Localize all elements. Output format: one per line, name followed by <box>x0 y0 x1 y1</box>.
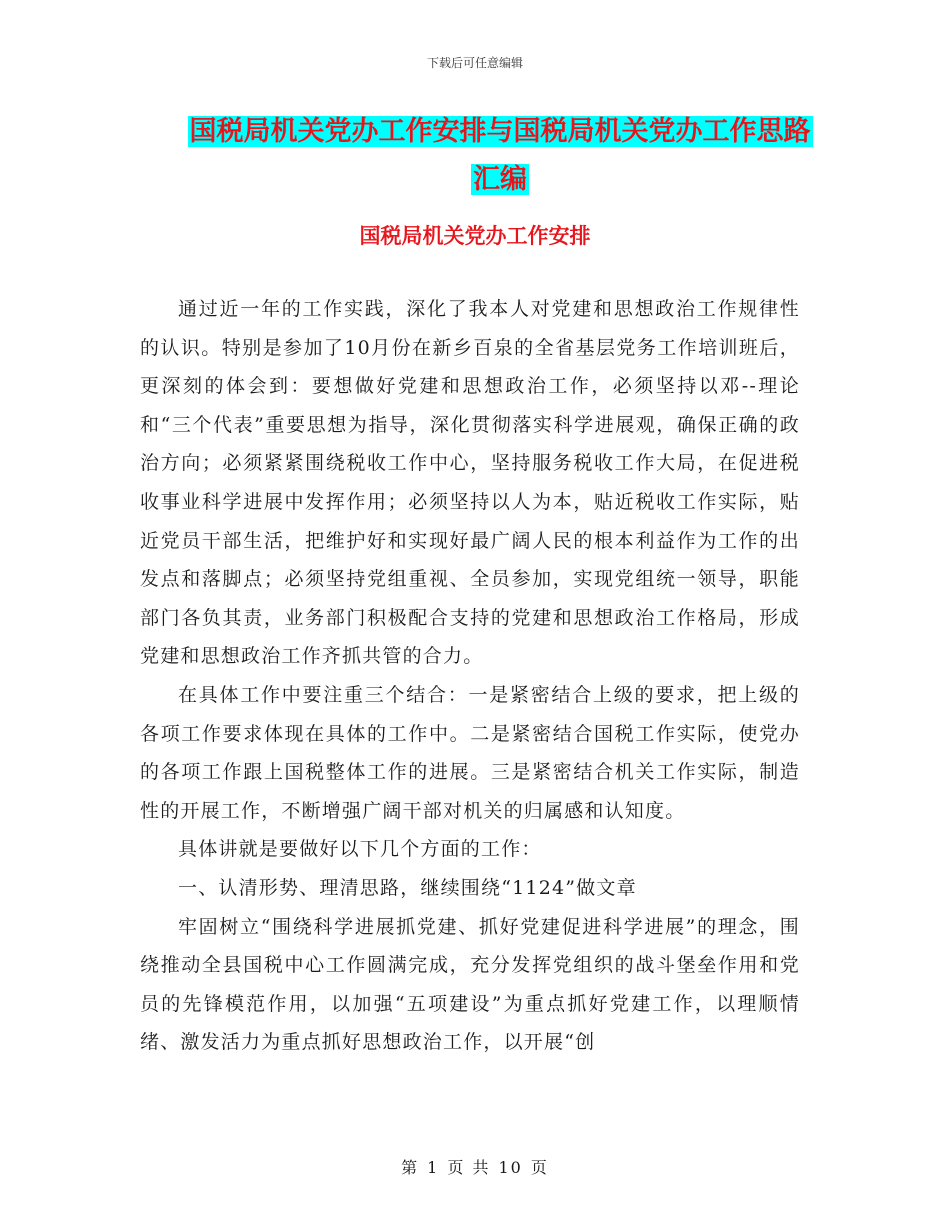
footer-prefix: 第 <box>401 1158 420 1177</box>
header-note: 下载后可任意编辑 <box>426 56 523 70</box>
paragraph-2: 在具体工作中要注重三个结合：一是紧密结合上级的要求，把上级的各项工作要求体现在具体的工作中。二是紧密结合国税工作实际，使党办的各项工作跟上国税整体工作的进展。三是紧密结合机关工作实际，制造性的开展工作，不断增强广阔干部对机关的归属感和认知度。 <box>140 683 800 822</box>
paragraph-1: 通过近一年的工作实践，深化了我本人对党建和思想政治工作规律性的认识。特别是参加了10月份在新乡百泉的全省基层党务工作培训班后，更深刻的体会到：要想做好党建和思想政治工作，必须坚持以邓--理论和“三个代表”重要思想为指导，深化贯彻落实科学进展观，确保正确的政治方向；必须紧紧围绕税收工作中心，坚持服务税收工作大局，在促进税收事业科学进展中发挥作用；必须坚持以人为本，贴近税收工作实际，贴近党员干部生活，把维护好和实现好最广阔人民的根本利益作为工作的出发点和落脚点；必须坚持党组重视、全员参加，实现党组统一领导，职能部门各负其责，业务部门积极配合支持的党建和思想政治工作格局，形成党建和思想政治工作齐抓共管的合力。 <box>140 298 800 668</box>
document-title-line-1: 国税局机关党办工作安排与国税局机关党办工作思路 <box>189 116 811 147</box>
document-title <box>140 108 860 204</box>
paragraph-4-heading: 一、认清形势、理清思路，继续围绕“1124”做文章 <box>178 876 637 899</box>
body-text <box>140 290 800 1062</box>
footer-suffix: 页 <box>530 1158 549 1177</box>
document-title-line-2: 汇编 <box>473 164 527 195</box>
paragraph-3: 具体讲就是要做好以下几个方面的工作： <box>178 838 542 861</box>
section-title: 国税局机关党办工作安排 <box>359 224 591 248</box>
paragraph-5: 牢固树立“围绕科学进展抓党建、抓好党建促进科学进展”的理念，围绕推动全县国税中心工作圆满完成，充分发挥党组织的战斗堡垒作用和党员的先锋模范作用，以加强“五项建设”为重点抓好党建工作，以理顺情绪、激发活力为重点抓好思想政治工作，以开展“创 <box>140 915 800 1054</box>
footer-mid: 页 共 <box>447 1158 491 1177</box>
page-footer <box>0 1155 950 1178</box>
page-total: 10 <box>498 1158 523 1177</box>
page-number: 1 <box>427 1158 440 1177</box>
